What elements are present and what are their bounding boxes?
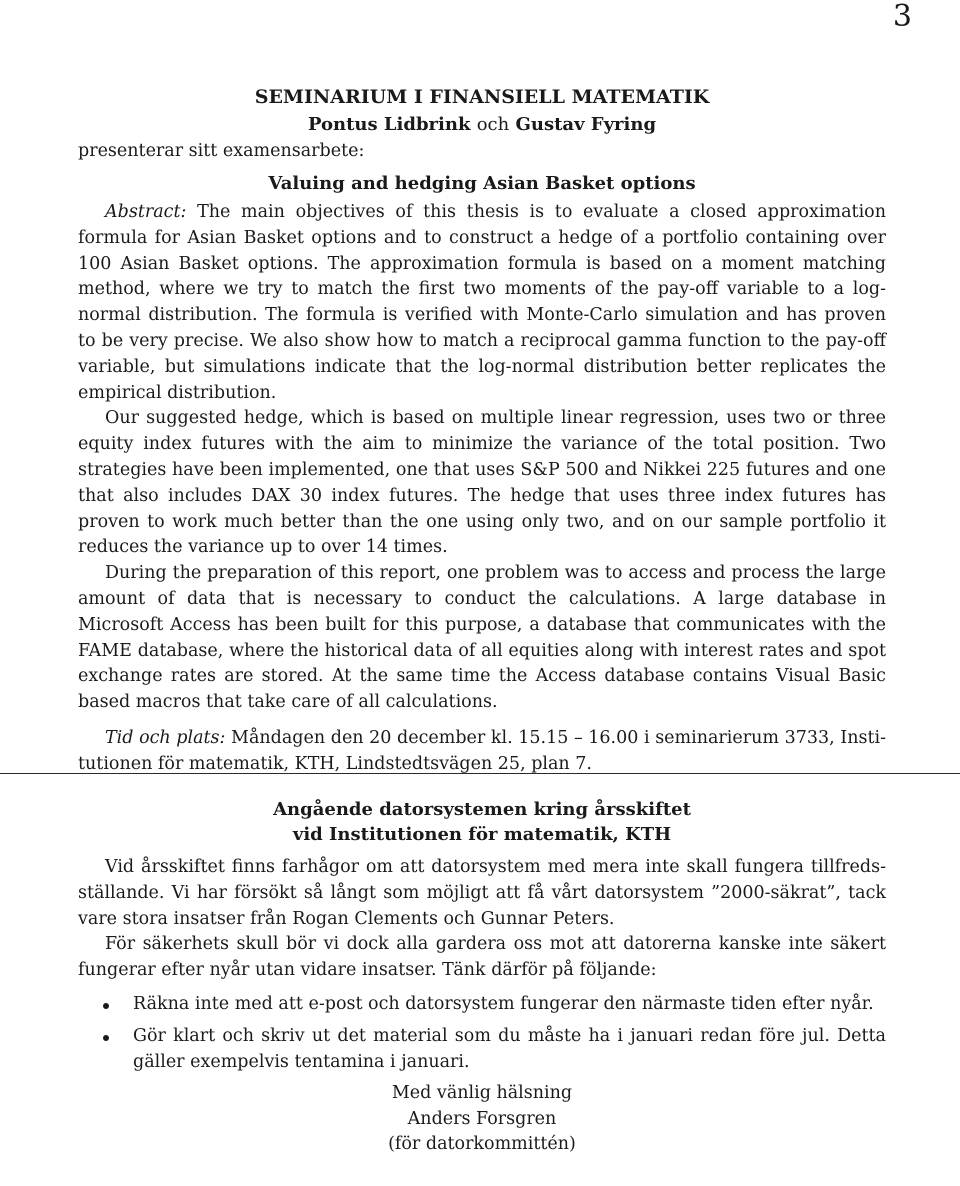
thesis-title: Valuing and hedging Asian Basket options — [268, 173, 696, 194]
author-name: Pontus Lidbrink — [307, 114, 471, 135]
section-divider — [0, 773, 960, 774]
abstract-paragraph: Our suggested hedge, which is based on multiple linear regression, uses two or three equity index futures with the aim to minimize the variance of the total position. Two strategies have been implemented, one that uses S&P 500 and Nikkei 225 futures and one that also includes DAX 30 index futures. The hedge that uses three index futures has proven to work much better than the one using only two, and on our sample portfolio it reduces the variance up to over 14 times. — [78, 408, 886, 558]
conjunction: och — [476, 114, 510, 135]
time-place-label: Tid och plats: — [105, 727, 226, 748]
computer-systems-notice — [78, 797, 886, 1158]
notice-paragraph: Vid årsskiftet finns farhågor om att datorsystem med mera inte skall fungera tillfredsställande. Vi har försökt så långt som möjligt att få vårt datorsystem ”2000-säkrat”, tack vare stora insatser från Rogan Clements och Gunnar Peters. — [78, 857, 886, 929]
bullet-icon — [103, 1035, 109, 1041]
speakers-line — [78, 112, 886, 138]
seminar-heading: SEMINARIUM I FINANSIELL MATEMATIK — [254, 86, 710, 108]
bullet-icon — [103, 1003, 109, 1009]
abstract-paragraph — [78, 200, 886, 406]
notice-heading — [78, 797, 886, 847]
list-item-text: Gör klart och skriv ut det material som du måste ha i januari redan före jul. Detta gäller exempelvis tentamina i januari. — [133, 1025, 886, 1072]
page-number: 3 — [892, 0, 912, 34]
abstract-label: Abstract: — [105, 202, 187, 222]
time-and-place — [78, 726, 886, 778]
seminar-announcement — [78, 82, 886, 778]
signature-block — [78, 1081, 886, 1158]
intro-text: presenterar sitt examensarbete: — [78, 141, 365, 161]
abstract-paragraph: During the preparation of this report, one problem was to access and process the large amount of data that is necessary to conduct the calculations. A large database in Microsoft Access has been built for this purpose, a database that communicates with the FAME database, where the historical data of all equities along with interest rates and spot exchange rates are stored. At the same time the Access database contains Visual Basic based macros that take care of all calculations. — [78, 563, 886, 713]
list-item — [78, 992, 886, 1018]
signer-role: (för datorkommittén) — [388, 1134, 576, 1155]
notice-paragraph: För säkerhets skull bör vi dock alla gardera oss mot att datorerna kanske inte säkert fungerar efter nyår utan vidare insatser. Tänk därför på följande: — [78, 934, 886, 981]
abstract-text: The main objectives of this thesis is to evaluate a closed approximation formula for Asian Basket options and to construct a hedge of a portfolio containing over 100 Asian Basket options. The approximation formula is based on a moment matching method, where we try to match the first two moments of the pay-off variable to a log-normal distribution. The formula is verified with Monte-Carlo simulation and has proven to be very precise. We also show how to match a reciprocal gamma function to the pay-off variable, but simulations indicate that the log-normal distribution better replicates the empirical distribution. — [78, 202, 886, 403]
notice-heading-line: vid Institutionen för matematik, KTH — [292, 824, 672, 845]
notice-heading-line: Angående datorsystemen kring årsskiftet — [273, 799, 691, 820]
list-item-text: Räkna inte med att e-post och datorsystem fungerar den närmaste tiden efter nyår. — [133, 993, 874, 1014]
signer-name: Anders Forsgren — [407, 1108, 557, 1129]
closing-text: Med vänlig hälsning — [391, 1083, 573, 1104]
time-place-text: Måndagen den 20 december kl. 15.15 – 16.00 i seminarierum 3733, Institutionen för matematik, KTH, Lindstedtsvägen 25, plan 7. — [78, 727, 886, 774]
advice-list — [78, 992, 886, 1075]
author-name: Gustav Fyring — [515, 114, 657, 135]
list-item — [78, 1024, 886, 1076]
